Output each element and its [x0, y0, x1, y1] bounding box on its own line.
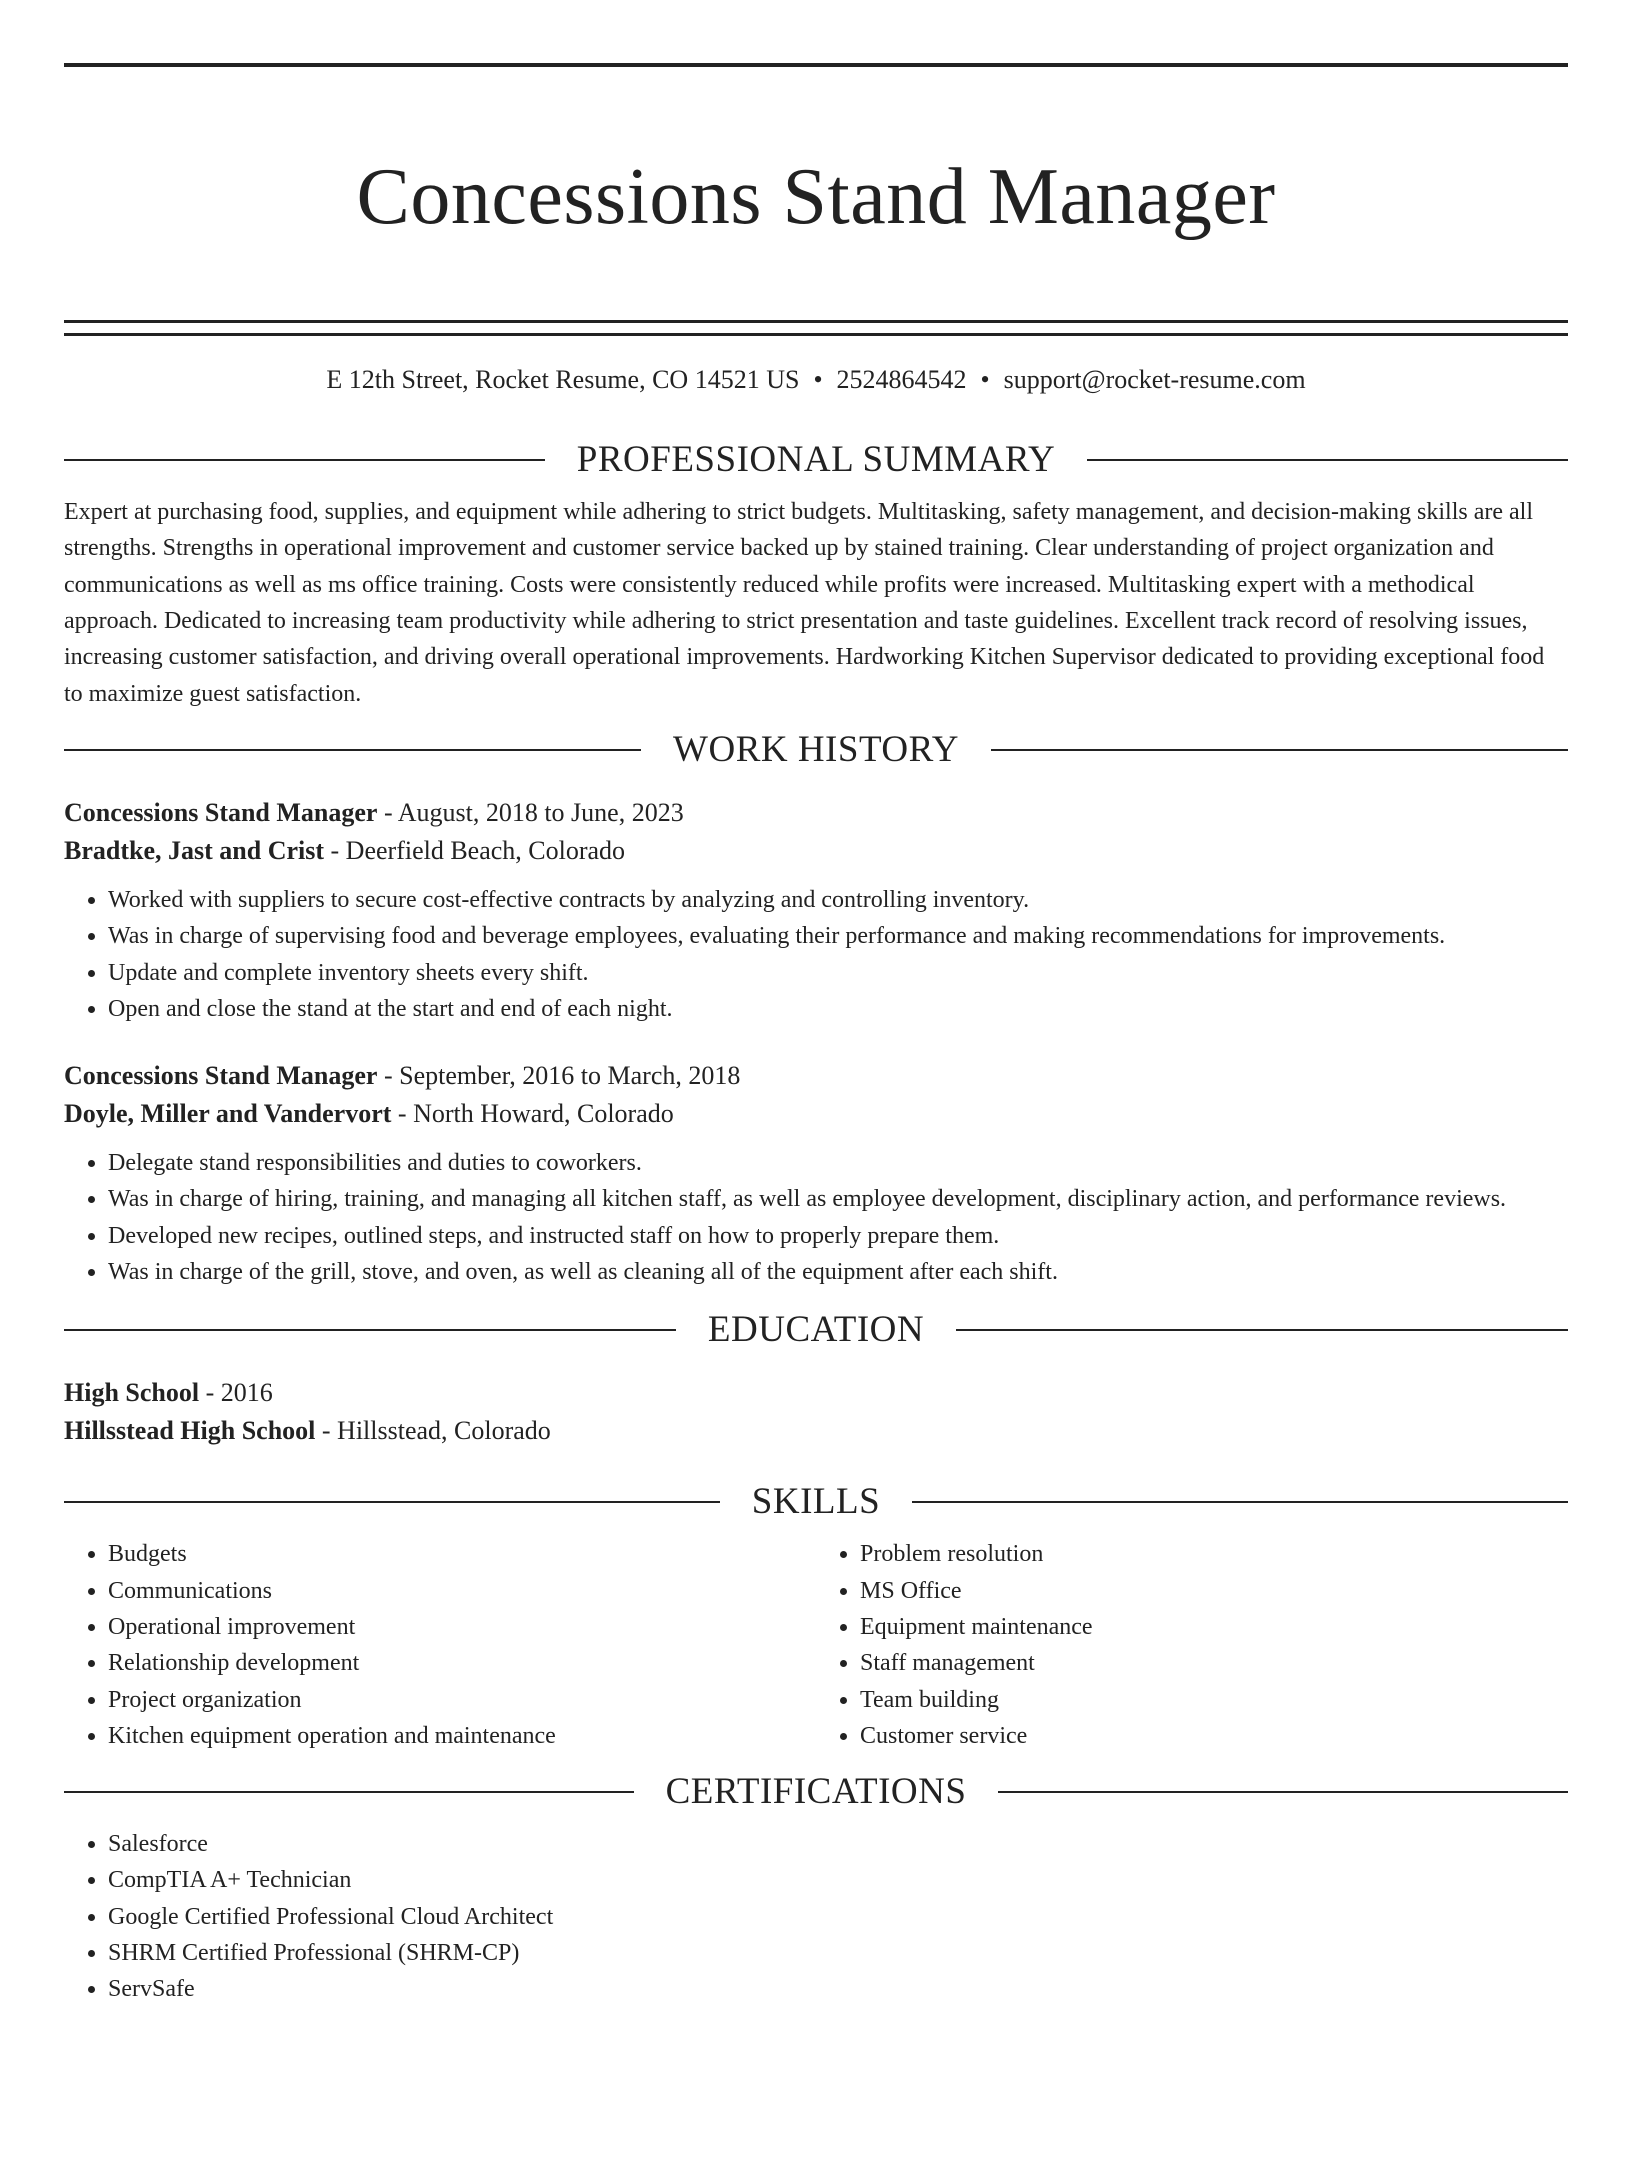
summary-heading — [64, 438, 1568, 482]
job-bullets — [64, 882, 1568, 1027]
job-bullet: • Delegate stand responsibilities and duties to coworkers. — [108, 1145, 1568, 1181]
heading-rule-left — [64, 749, 641, 751]
skill-item: • Staff management — [860, 1645, 1568, 1681]
skills-list-right — [816, 1536, 1568, 1754]
job-role-line — [64, 1057, 1568, 1095]
certification-item: • CompTIA A+ Technician — [108, 1862, 1568, 1898]
education-heading — [64, 1308, 1568, 1352]
heading-rule-right — [956, 1329, 1568, 1331]
job-dates: - September, 2016 to March, 2018 — [377, 1061, 741, 1091]
job-entry — [64, 1057, 1568, 1290]
skill-item: • Customer service — [860, 1718, 1568, 1754]
certifications-heading — [64, 1770, 1568, 1814]
heading-rule-right — [991, 749, 1568, 751]
work-heading — [64, 728, 1568, 772]
job-role: Concessions Stand Manager — [64, 1061, 378, 1091]
job-bullet: • Update and complete inventory sheets every shift. — [108, 955, 1568, 991]
job-bullet: • Was in charge of hiring, training, and managing all kitchen staff, as well as employee development, disciplinary action, and performance reviews. — [108, 1181, 1568, 1217]
contact-phone: 2524864542 — [836, 365, 967, 395]
job-bullet: • Open and close the stand at the start and end of each night. — [108, 991, 1568, 1027]
resume-page — [0, 63, 1632, 2175]
summary-text: Expert at purchasing food, supplies, and equipment while adhering to strict budgets. Multitasking, safety management, and decision-making skills are all strengths. Strengths in operational improvement and customer service backed up by stained training. Clear understanding of project organization and communications as well as ms office training. Costs were consistently reduced while profits were increased. Multitasking expert with a methodical approach. Dedicated to increasing team productivity while adhering to strict presentation and taste guidelines. Excellent track record of resolving issues, increasing customer satisfaction, and driving overall operational improvements. Hardworking Kitchen Supervisor dedicated to providing exceptional food to maximize guest satisfaction. — [64, 499, 1545, 707]
summary-heading-label: PROFESSIONAL SUMMARY — [576, 439, 1056, 481]
top-rule — [64, 63, 1568, 67]
skills-list-left — [64, 1536, 816, 1754]
job-company: Bradtke, Jast and Crist — [64, 835, 325, 865]
contact-email: support@rocket-resume.com — [1003, 365, 1306, 395]
job-dates: - August, 2018 to June, 2023 — [377, 797, 684, 827]
contact-separator: • — [980, 365, 990, 395]
certifications-list — [64, 1826, 1568, 2007]
education-year: - 2016 — [199, 1378, 273, 1408]
skill-item: • Project organization — [108, 1682, 816, 1718]
skill-item: • Equipment maintenance — [860, 1609, 1568, 1645]
skill-item: • Kitchen equipment operation and maintenance — [108, 1718, 816, 1754]
skill-item: • Problem resolution — [860, 1536, 1568, 1572]
education-heading-label: EDUCATION — [707, 1309, 925, 1351]
certification-item: • Salesforce — [108, 1826, 1568, 1862]
skills-grid — [64, 1536, 1568, 1754]
certification-item: • ServSafe — [108, 1971, 1568, 2007]
skill-item: • MS Office — [860, 1573, 1568, 1609]
job-bullet: • Was in charge of the grill, stove, and oven, as well as cleaning all of the equipment after each shift. — [108, 1254, 1568, 1290]
education-degree: High School — [64, 1378, 200, 1408]
heading-rule-left — [64, 1791, 634, 1793]
heading-rule-left — [64, 1501, 720, 1503]
certifications-heading-label: CERTIFICATIONS — [665, 1771, 967, 1813]
education-location: - Hillsstead, Colorado — [315, 1416, 551, 1446]
job-company-line — [64, 832, 1568, 870]
resume-title: Concessions Stand Manager — [356, 152, 1276, 241]
contact-address: E 12th Street, Rocket Resume, CO 14521 US — [326, 365, 800, 395]
title-double-rule — [64, 320, 1568, 336]
work-heading-label: WORK HISTORY — [673, 728, 959, 770]
skill-item: • Communications — [108, 1573, 816, 1609]
contact-separator: • — [813, 365, 823, 395]
job-company-line — [64, 1095, 1568, 1133]
education-school: Hillsstead High School — [64, 1416, 316, 1446]
certification-item: • SHRM Certified Professional (SHRM-CP) — [108, 1935, 1568, 1971]
job-location: - Deerfield Beach, Colorado — [324, 835, 626, 865]
skills-heading — [64, 1480, 1568, 1524]
job-entry — [64, 794, 1568, 1027]
skill-item: • Relationship development — [108, 1645, 816, 1681]
skill-item: • Budgets — [108, 1536, 816, 1572]
job-role: Concessions Stand Manager — [64, 797, 378, 827]
job-bullet: • Developed new recipes, outlined steps, and instructed staff on how to properly prepare them. — [108, 1218, 1568, 1254]
heading-rule-right — [912, 1501, 1568, 1503]
heading-rule-left — [64, 459, 545, 461]
education-school-line — [64, 1412, 1568, 1450]
job-bullet: • Worked with suppliers to secure cost-effective contracts by analyzing and controlling inventory. — [108, 882, 1568, 918]
education-entry — [64, 1374, 1568, 1450]
education-degree-line — [64, 1374, 1568, 1412]
skill-item: • Team building — [860, 1682, 1568, 1718]
skill-item: • Operational improvement — [108, 1609, 816, 1645]
job-bullets — [64, 1145, 1568, 1290]
contact-line — [64, 364, 1568, 396]
skills-heading-label: SKILLS — [751, 1481, 881, 1523]
certification-item: • Google Certified Professional Cloud Architect — [108, 1899, 1568, 1935]
heading-rule-right — [1087, 459, 1568, 461]
job-location: - North Howard, Colorado — [391, 1099, 674, 1129]
heading-rule-left — [64, 1329, 676, 1331]
heading-rule-right — [998, 1791, 1568, 1793]
job-role-line — [64, 794, 1568, 832]
job-company: Doyle, Miller and Vandervort — [64, 1099, 392, 1129]
job-bullet: • Was in charge of supervising food and beverage employees, evaluating their performance and making recommendations for improvements. — [108, 918, 1568, 954]
